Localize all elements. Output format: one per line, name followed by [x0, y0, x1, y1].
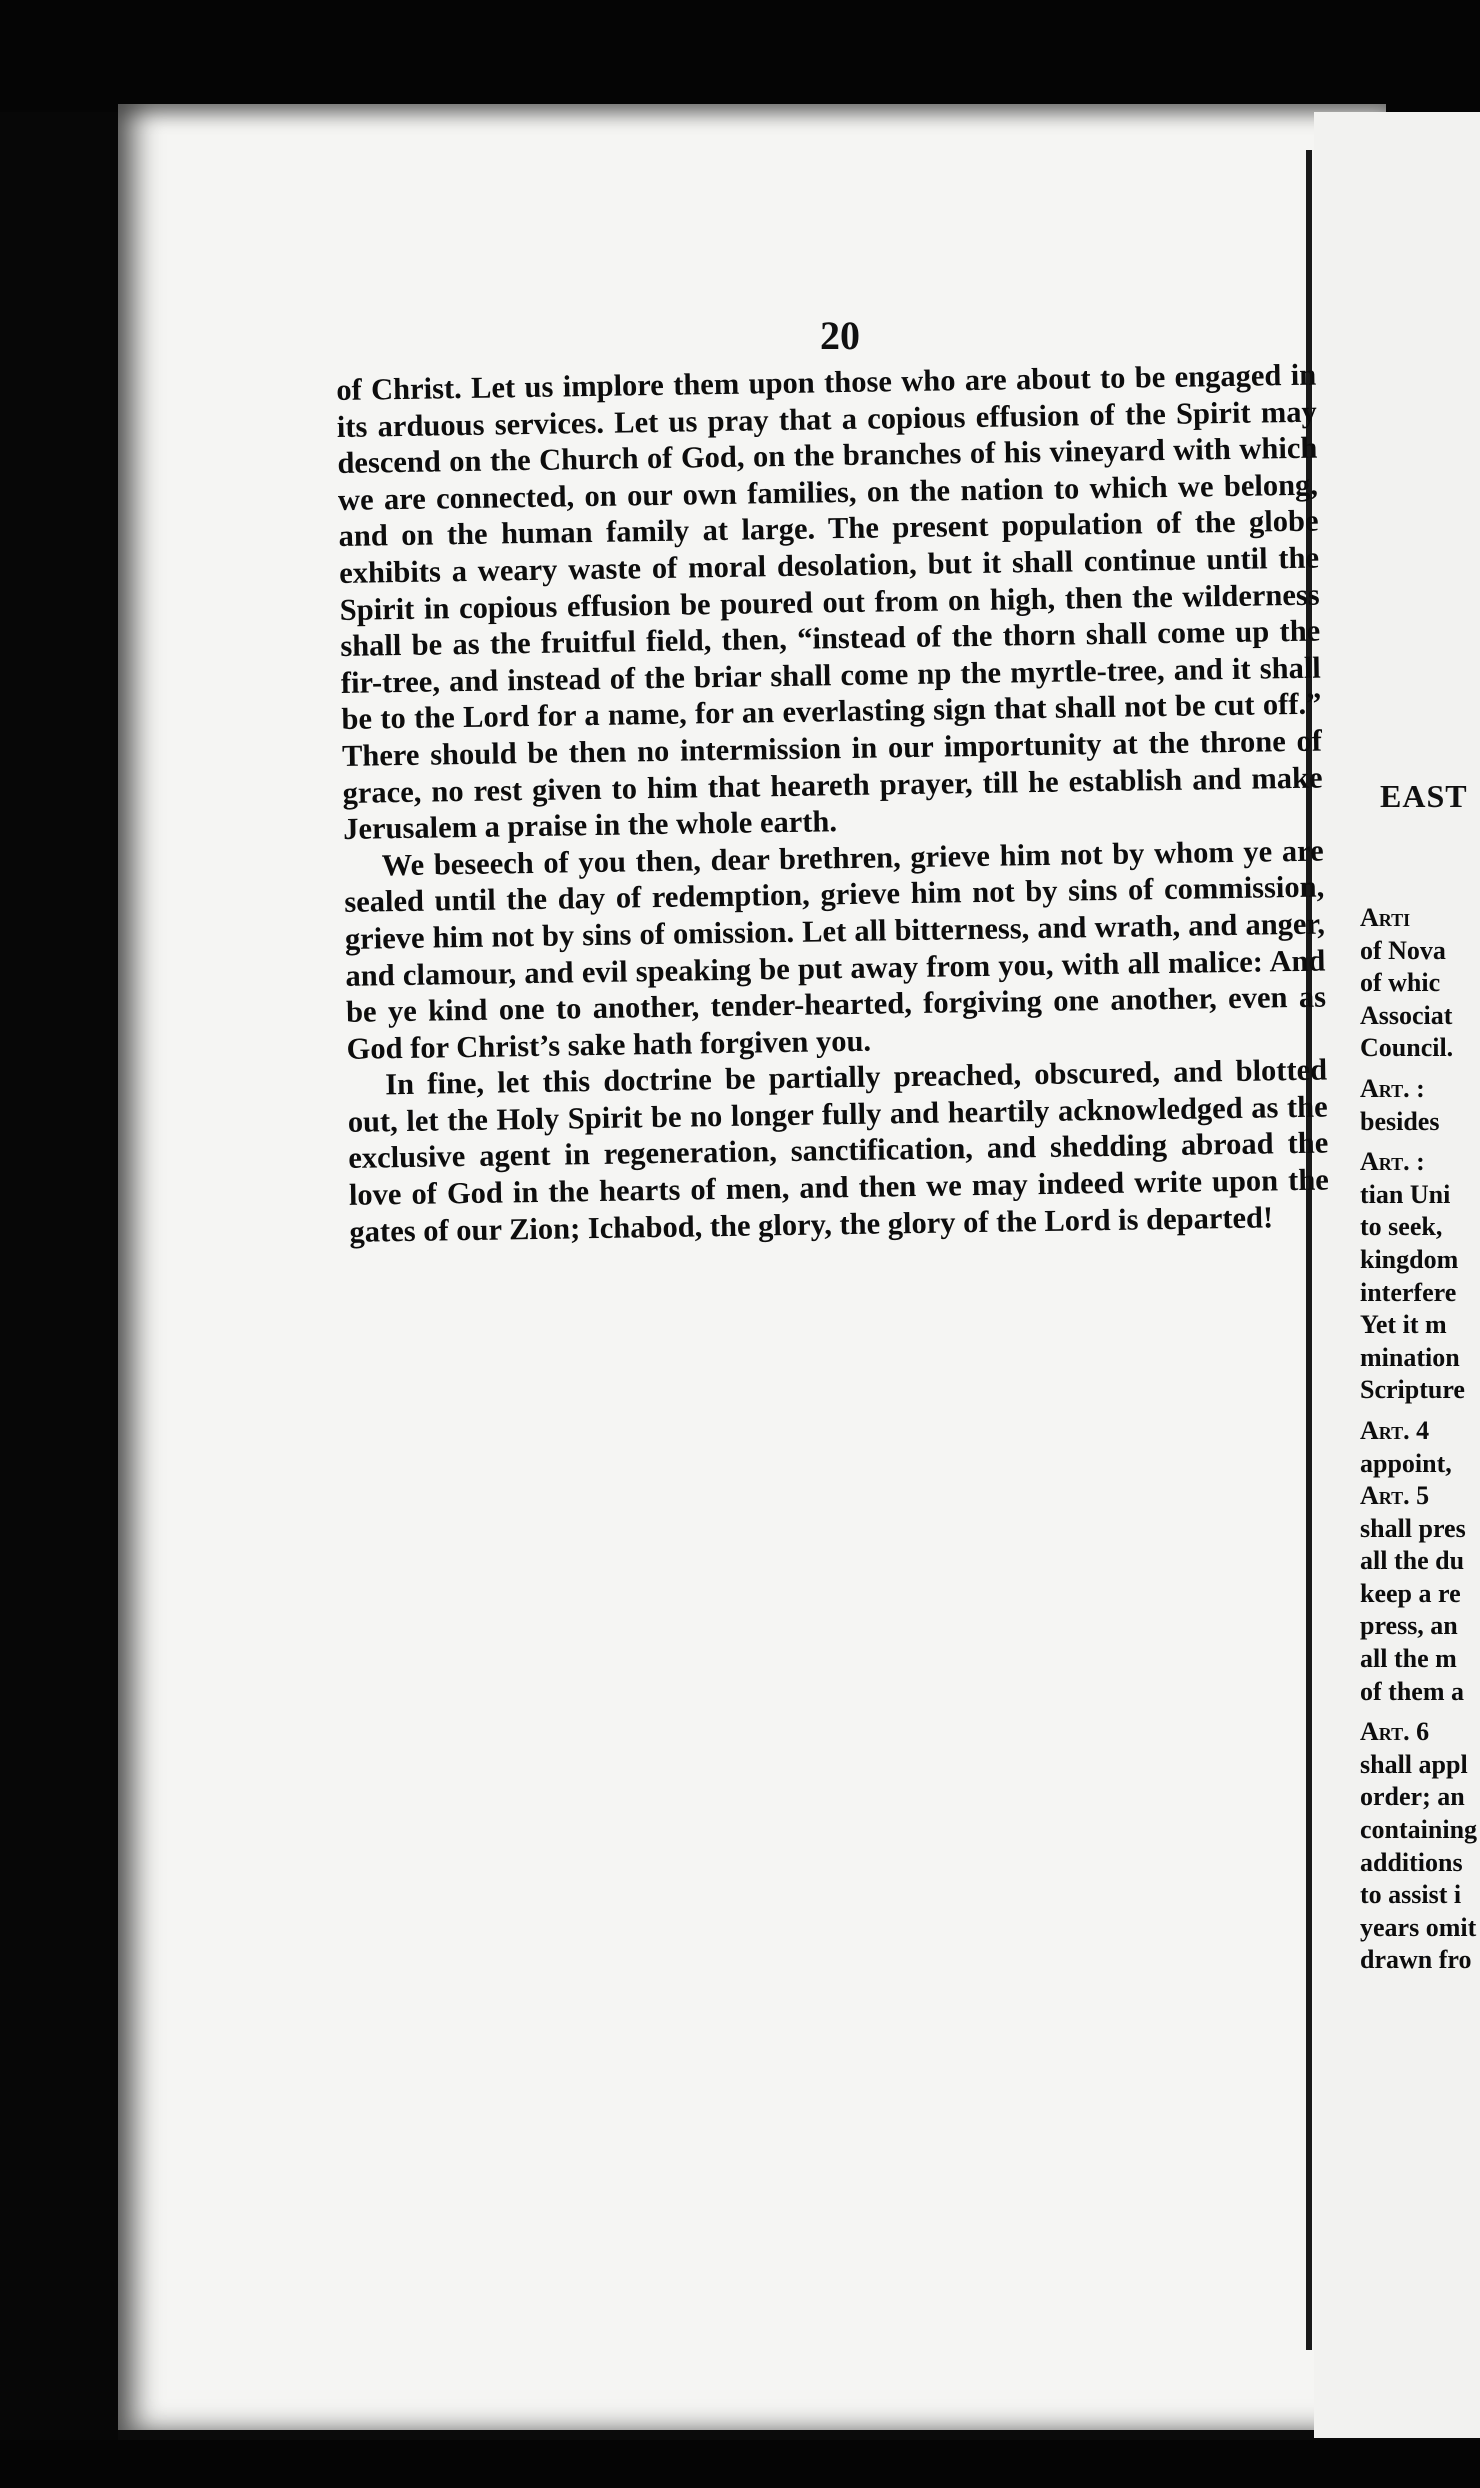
- facing-line: appoint,: [1360, 1448, 1452, 1478]
- facing-line: Art. 5: [1360, 1481, 1430, 1511]
- scan-border-left: [0, 0, 118, 2488]
- scan-border-top: [0, 0, 1480, 112]
- facing-line: mination: [1360, 1342, 1460, 1372]
- facing-line: to seek,: [1360, 1212, 1443, 1242]
- facing-line: shall pres: [1360, 1513, 1466, 1543]
- facing-line: of them a: [1360, 1676, 1464, 1706]
- facing-line: Council.: [1360, 1033, 1454, 1063]
- facing-line: Art. :: [1360, 1147, 1425, 1177]
- facing-line: keep a re: [1360, 1578, 1461, 1608]
- facing-line: press, an: [1360, 1611, 1458, 1641]
- facing-line: Scripture: [1360, 1375, 1465, 1405]
- facing-line: years omit: [1360, 1912, 1477, 1942]
- facing-line: of Nova: [1360, 935, 1446, 965]
- facing-page-heading: EAST: [1380, 778, 1468, 814]
- facing-line: Arti: [1360, 903, 1411, 932]
- facing-line: interfere: [1360, 1277, 1457, 1307]
- paragraph-2: We beseech of you then, dear brethren, grieve him not by whom ye are sealed until the day of redemption, grieve him not by sins of commission, grieve him not by sins of omission. Let all bitterness, and wrath, and anger, and clamour, and evil speaking be put away from you, with all malice: And be ye kind one to another, tender-hearted, forgiving one another, even as God for Christ’s sake hath forgiven you.: [344, 833, 1327, 1066]
- facing-line: order; an: [1360, 1782, 1465, 1812]
- page-number: 20: [820, 313, 860, 358]
- facing-line: Art. 6: [1360, 1717, 1430, 1747]
- facing-line: shall appl: [1360, 1749, 1468, 1779]
- scan-border-bottom: [0, 2440, 1480, 2488]
- facing-line: Art. :: [1360, 1073, 1425, 1103]
- main-text: [336, 357, 1330, 1251]
- facing-line: Yet it m: [1360, 1310, 1447, 1340]
- paragraph-1: of Christ. Let us implore them upon those who are about to be engaged in its arduous services. Let us pray that a copious effusion of the Spirit may descend on the Church of God, on the branches of his vineyard with which we are connected, on our own families, on the nation to which we belong, and on the human family at large. The present population of the globe exhibits a weary waste of moral desolation, but it shall continue until the Spirit in copious effusion be poured out from on high, then the wilderness shall be as the fruitful field, then, “instead of the thorn shall come up the fir-tree, and instead of the briar shall come np the myrtle-tree, and it shall be to the Lord for a name, for an everlasting sign that shall not be cut off.” There should be then no intermission in our importunity at the throne of grace, no rest given to him that heareth prayer, till he establish and make Jerusalem a praise in the whole earth.: [336, 357, 1323, 847]
- facing-line: additions: [1360, 1847, 1463, 1877]
- facing-page-text: [1360, 902, 1480, 1977]
- facing-line: tian Uni: [1360, 1179, 1451, 1209]
- facing-line: kingdom: [1360, 1244, 1459, 1274]
- facing-line: all the du: [1360, 1546, 1465, 1576]
- facing-line: of whic: [1360, 968, 1441, 998]
- facing-line: besides: [1360, 1106, 1440, 1136]
- facing-line: containing: [1360, 1815, 1478, 1845]
- facing-line: drawn fro: [1360, 1945, 1472, 1975]
- facing-line: to assist i: [1360, 1880, 1462, 1910]
- paragraph-3: In fine, let this doctrine be partially preached, obscured, and blotted out, let the Holy Spirit be no longer fully and heartily acknowledged as the exclusive agent in regeneration, sanctification, and shedding abroad the love of God in the hearts of men, and then we may indeed write upon the gates of our Zion; Ichabod, the glory, the glory of the Lord is departed!: [347, 1052, 1330, 1249]
- facing-line: Associat: [1360, 1000, 1453, 1030]
- facing-line: all the m: [1360, 1644, 1457, 1674]
- facing-line: Art. 4: [1360, 1415, 1430, 1445]
